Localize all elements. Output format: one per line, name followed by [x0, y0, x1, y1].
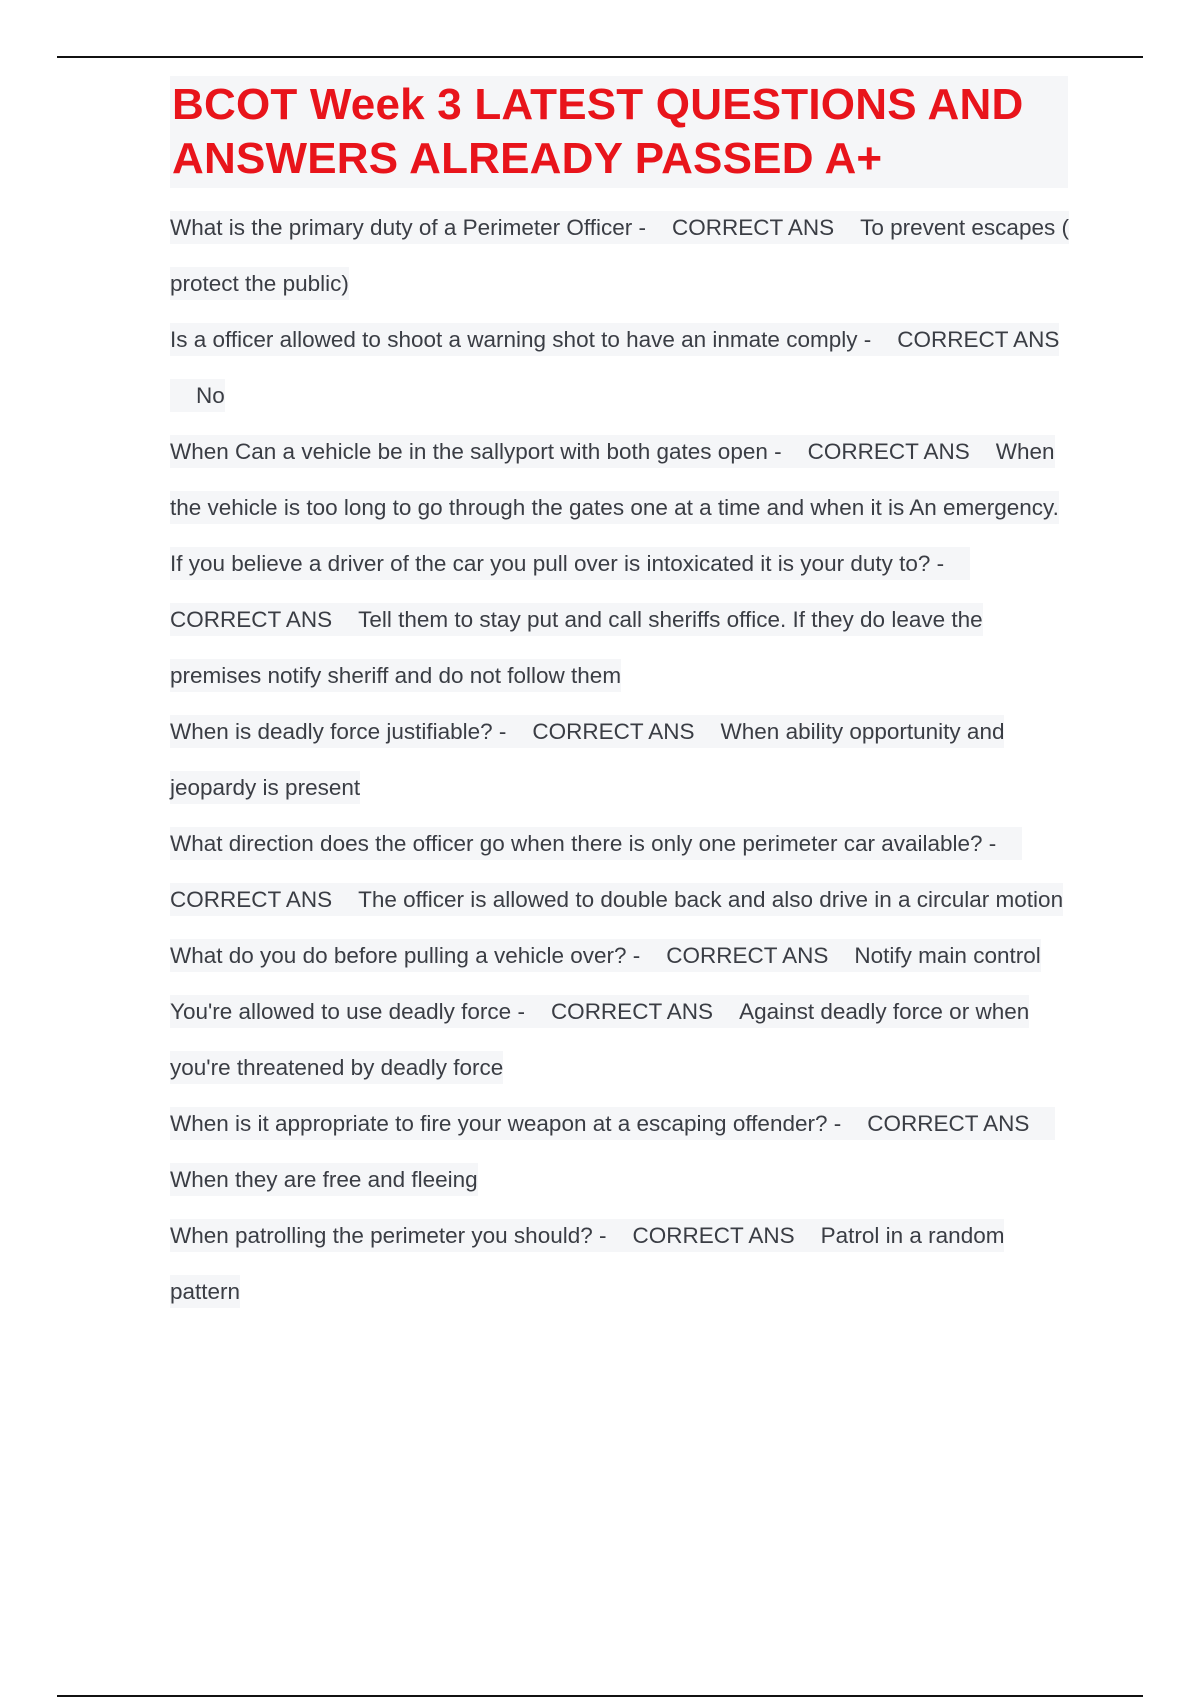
qa-answer: The officer is allowed to double back and also drive in a circular motion	[358, 887, 1064, 912]
qa-marker: CORRECT ANS	[807, 439, 970, 464]
qa-item	[170, 312, 1070, 424]
qa-question: What direction does the officer go when there is only one perimeter car available? -	[170, 831, 997, 856]
qa-item	[170, 984, 1070, 1096]
qa-marker: CORRECT ANS	[550, 999, 714, 1024]
qa-item	[170, 928, 1070, 984]
qa-answer: Notify main control	[854, 943, 1041, 968]
qa-marker: CORRECT ANS	[666, 943, 829, 968]
qa-item	[170, 536, 1070, 704]
qa-question: You're allowed to use deadly force -	[170, 999, 525, 1024]
qa-question: When is deadly force justifiable? -	[170, 719, 507, 744]
qa-marker: CORRECT ANS	[867, 1111, 1030, 1136]
title-box	[170, 76, 1068, 188]
qa-question: If you believe a driver of the car you pull over is intoxicated it is your duty to? -	[170, 551, 945, 576]
qa-list	[170, 200, 1070, 1320]
qa-marker: CORRECT ANS	[632, 1223, 795, 1248]
qa-marker: CORRECT ANS	[671, 215, 835, 240]
bottom-rule	[57, 1695, 1143, 1697]
qa-answer: Against deadly force or when you're threatened by deadly force	[170, 999, 1030, 1080]
qa-marker: CORRECT ANS	[532, 719, 695, 744]
qa-answer: When ability opportunity and jeopardy is present	[170, 719, 1005, 800]
qa-question: What is the primary duty of a Perimeter Officer -	[170, 215, 646, 240]
qa-question: When patrolling the perimeter you should? -	[170, 1223, 607, 1248]
qa-marker: CORRECT ANS	[170, 607, 333, 632]
qa-answer: To prevent escapes ( protect the public)	[170, 215, 1069, 296]
qa-item	[170, 816, 1070, 928]
top-rule	[57, 56, 1143, 58]
qa-item	[170, 704, 1070, 816]
qa-answer: When they are free and fleeing	[170, 1167, 478, 1192]
qa-answer: When the vehicle is too long to go through the gates one at a time and when it is An emergency.	[170, 439, 1059, 520]
qa-marker: CORRECT ANS	[170, 887, 333, 912]
qa-item	[170, 424, 1070, 536]
qa-answer: Patrol in a random pattern	[170, 1223, 1005, 1304]
document-body	[170, 76, 1070, 1320]
qa-question: Is a officer allowed to shoot a warning shot to have an inmate comply -	[170, 327, 872, 352]
document-title: BCOT Week 3 LATEST QUESTIONS AND ANSWERS ALREADY PASSED A+	[172, 80, 1024, 183]
qa-marker: CORRECT ANS	[897, 327, 1060, 352]
qa-question: When is it appropriate to fire your weapon at a escaping offender? -	[170, 1111, 842, 1136]
qa-item	[170, 1096, 1070, 1208]
qa-answer: Tell them to stay put and call sheriffs office. If they do leave the premises notify sheriff and do not follow them	[170, 607, 983, 688]
qa-answer: No	[196, 383, 225, 408]
qa-item	[170, 200, 1070, 312]
qa-item	[170, 1208, 1070, 1320]
qa-question: When Can a vehicle be in the sallyport with both gates open -	[170, 439, 782, 464]
qa-question: What do you do before pulling a vehicle over? -	[170, 943, 641, 968]
